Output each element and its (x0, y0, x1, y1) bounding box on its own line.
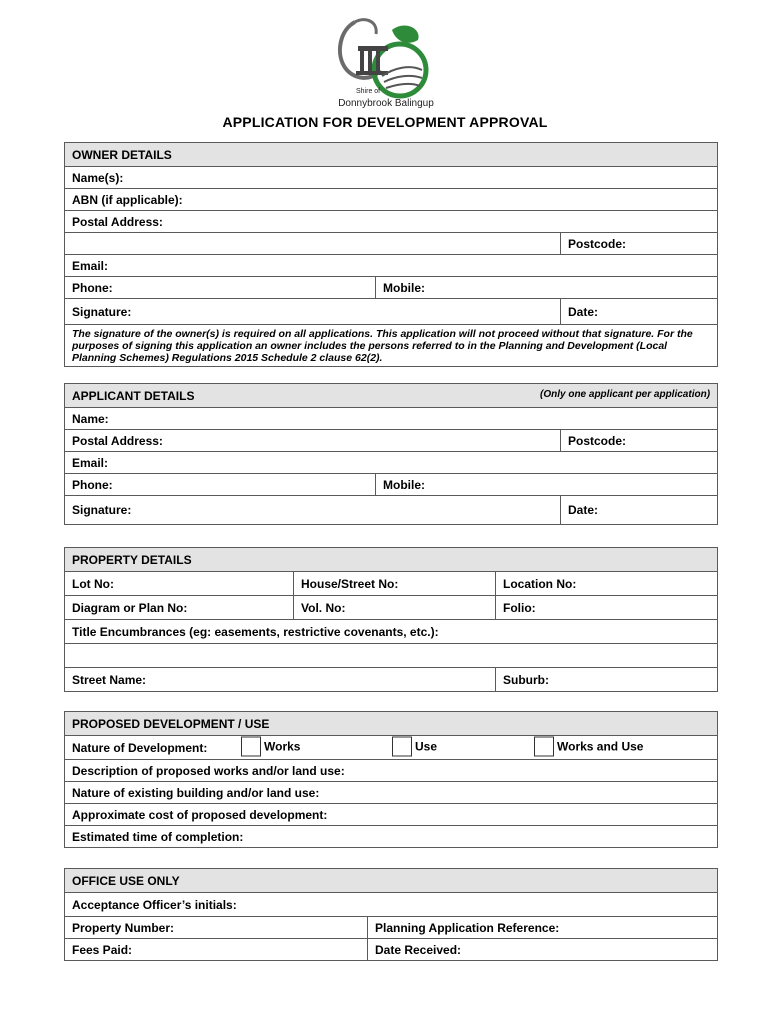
use-checkbox[interactable] (392, 736, 412, 756)
use-option-label: Use (415, 739, 438, 753)
owner-postal-field[interactable]: Postal Address: (65, 211, 718, 233)
office-use-section (64, 868, 718, 961)
owner-details-section (64, 142, 718, 367)
use-option[interactable] (392, 736, 437, 759)
property-details-section (64, 547, 718, 692)
house-street-number-field[interactable]: House/Street No: (294, 572, 496, 596)
applicant-details-heading: APPLICANT DETAILS (72, 388, 195, 403)
owner-phone-field[interactable]: Phone: (65, 277, 376, 299)
owner-details-heading: OWNER DETAILS (65, 143, 718, 167)
approximate-cost-field[interactable]: Approximate cost of proposed development: (65, 804, 718, 826)
property-number-field[interactable]: Property Number: (65, 917, 368, 939)
logo-caption: Donnybrook Balingup (338, 98, 434, 109)
title-encumbrances-field[interactable]: Title Encumbrances (eg: easements, restrictive covenants, etc.): (65, 620, 718, 644)
existing-use-field[interactable]: Nature of existing building and/or land use: (65, 782, 718, 804)
shire-logo (330, 10, 440, 112)
owner-signature-note: The signature of the owner(s) is required on all applications. This application will not proceed without that signature. For the purposes of signing this application an owner includes the persons referred to in the Planning and Development (Local Planning Schemes) Regulations 2015 Schedule 2 clause 62(2). (65, 325, 718, 367)
office-use-heading: OFFICE USE ONLY (65, 869, 718, 893)
owner-signature-field[interactable]: Signature: (65, 299, 561, 325)
applicant-date-field[interactable]: Date: (561, 496, 718, 525)
owner-postcode-field[interactable]: Postcode: (561, 233, 718, 255)
works-and-use-option-label: Works and Use (557, 739, 644, 753)
page-title: APPLICATION FOR DEVELOPMENT APPROVAL (222, 114, 548, 130)
title-encumbrances-line-2[interactable] (65, 644, 718, 668)
owner-mobile-field[interactable]: Mobile: (376, 277, 718, 299)
diagram-plan-number-field[interactable]: Diagram or Plan No: (65, 596, 294, 620)
nature-of-development-label: Nature of Development: (72, 740, 208, 755)
owner-date-field[interactable]: Date: (561, 299, 718, 325)
applicant-details-header (65, 384, 718, 408)
applicant-mobile-field[interactable]: Mobile: (376, 474, 718, 496)
owner-postal-line-2[interactable] (65, 233, 561, 255)
acceptance-officer-initials-field[interactable]: Acceptance Officer’s initials: (65, 893, 718, 917)
lot-number-field[interactable]: Lot No: (65, 572, 294, 596)
street-name-field[interactable]: Street Name: (65, 668, 496, 692)
planning-reference-field[interactable]: Planning Application Reference: (368, 917, 718, 939)
property-details-heading: PROPERTY DETAILS (65, 548, 718, 572)
description-field[interactable]: Description of proposed works and/or land use: (65, 760, 718, 782)
works-option[interactable] (241, 736, 300, 759)
works-option-label: Works (264, 739, 301, 753)
fees-paid-field[interactable]: Fees Paid: (65, 939, 368, 961)
applicant-phone-field[interactable]: Phone: (65, 474, 376, 496)
owner-abn-field[interactable]: ABN (if applicable): (65, 189, 718, 211)
owner-email-field[interactable]: Email: (65, 255, 718, 277)
suburb-field[interactable]: Suburb: (496, 668, 718, 692)
applicant-heading-note: (Only one applicant per application) (540, 388, 711, 400)
applicant-postcode-field[interactable]: Postcode: (561, 430, 718, 452)
folio-field[interactable]: Folio: (496, 596, 718, 620)
volume-number-field[interactable]: Vol. No: (294, 596, 496, 620)
completion-time-field[interactable]: Estimated time of completion: (65, 826, 718, 848)
owner-names-field[interactable]: Name(s): (65, 167, 718, 189)
applicant-details-section (64, 383, 718, 525)
proposed-development-section (64, 711, 718, 848)
applicant-name-field[interactable]: Name: (65, 408, 718, 430)
works-checkbox[interactable] (241, 736, 261, 756)
applicant-postal-field[interactable]: Postal Address: (65, 430, 561, 452)
logo-caption-small: Shire of (356, 88, 381, 95)
applicant-email-field[interactable]: Email: (65, 452, 718, 474)
nature-of-development-row (65, 736, 718, 760)
proposed-development-heading: PROPOSED DEVELOPMENT / USE (65, 712, 718, 736)
date-received-field[interactable]: Date Received: (368, 939, 718, 961)
location-number-field[interactable]: Location No: (496, 572, 718, 596)
applicant-signature-field[interactable]: Signature: (65, 496, 561, 525)
works-and-use-checkbox[interactable] (534, 736, 554, 756)
works-and-use-option[interactable] (534, 736, 643, 759)
